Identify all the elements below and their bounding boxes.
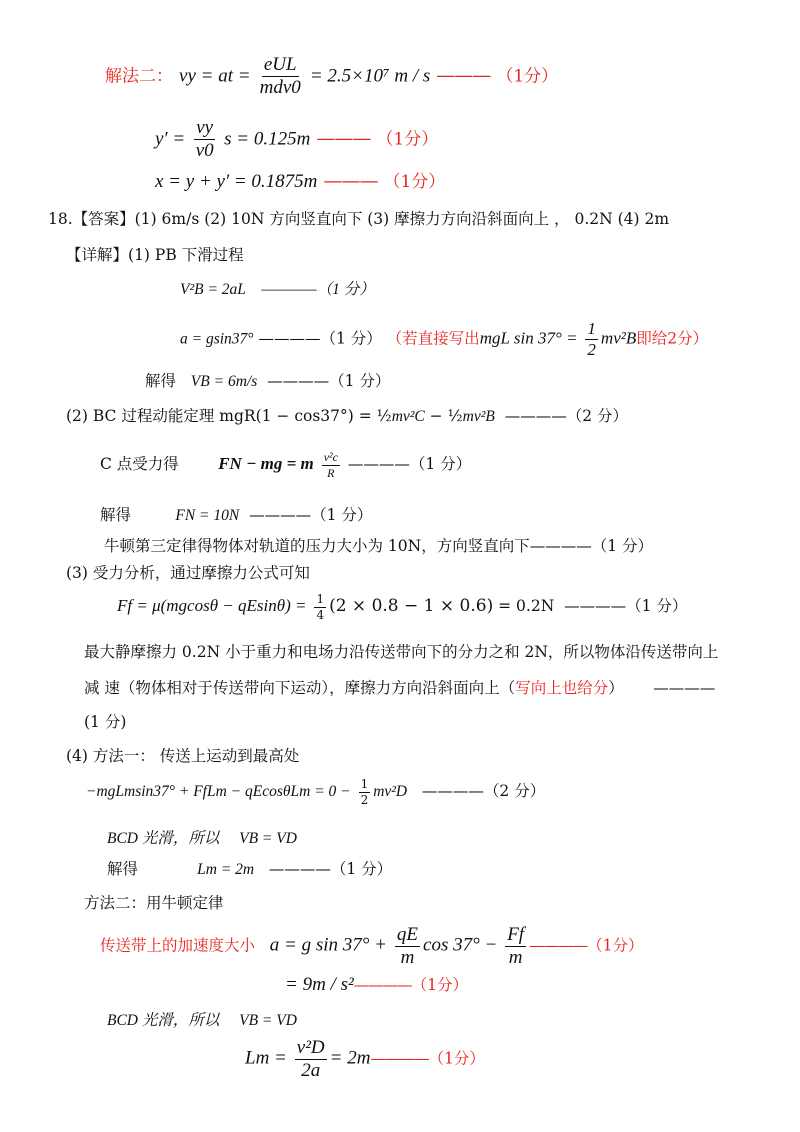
part4-lm: Lm = $\frac{\text{v²D}}{2a}$ = 2m————（1分） (245, 1037, 485, 1081)
part1-eq-a: V²B = 2aL ————（1 分） (180, 281, 375, 298)
part4-m2-title: 方法二：用牛顿定律 (84, 894, 224, 912)
eq1-rhs: = 2.5×10⁷ m / s (309, 65, 431, 87)
answer-line: 18.【答案】(1) 6m/s (2) 10N 方向竖直向下 (3) 摩擦力方向沿斜面向上 ， 0.2N (4) 2m (48, 210, 670, 228)
part4-solve: 解得 Lm = 2m ————（1 分） (107, 860, 393, 878)
part2-intro: (2) BC 过程动能定理 mgR(1 − cos37°) = ½mv²C − ½mv²B ————（2 分） (66, 407, 628, 425)
part2-force: C 点受力得 FN − mg = m $\frac{\text{v²c}}{R}$ ————（1 分） (100, 450, 472, 480)
part3-para3: (1 分) (84, 713, 127, 731)
part1-eq-b: a = gsin37° ————（1 分） （若直接写出mgL sin 37° = $\frac{1}{2}$ mv²B即给2分） (180, 319, 709, 359)
part3-para2: 减 速（物体相对于传送带向下运动），摩擦力方向沿斜面向上（写向上也给分） ———— (84, 679, 716, 697)
eq1-lhs: vy = at = (179, 65, 251, 87)
part1-solve: 解得 VB = 6m/s ————（1 分） (145, 372, 391, 390)
part2-solve: 解得 FN = 10N ————（1 分） (100, 506, 373, 524)
part4-smooth2: BCD 光滑，所以 VB = VD (107, 1012, 297, 1029)
method2-eq1: 解法二： vy = at = $\frac{\text{eUL}}{\text{mdv0}}$ = 2.5×10⁷ m / s ——— （1分） (105, 54, 559, 98)
part4-m1-eq: −mgLmsin37° + FfLm − qEcosθLm = 0 − $\frac{1}{2}$ mv²D ————（2 分） (86, 777, 546, 807)
part3-title: (3) 受力分析，通过摩擦力公式可知 (66, 564, 310, 582)
part2-newton: 牛顿第三定律得物体对轨道的压力大小为 10N，方向竖直向下————（1 分） (104, 537, 654, 555)
part4-acc: 传送带上的加速度大小 a = g sin 37° + $\frac{qE}{m}$ cos 37° − $\frac{Ff}{m}$ ————（1分） (100, 924, 644, 968)
part4-m1-title: (4) 方法一： 传送上运动到最高处 (66, 747, 300, 765)
part3-para1: 最大静摩擦力 0.2N 小于重力和电场力沿传送带向下的分力之和 2N，所以物体沿传送带向上 (84, 643, 719, 661)
method2-eq2: y′ = $\frac{vy}{v0}$ s = 0.125m ——— （1分） (155, 117, 439, 161)
part4-smooth: BCD 光滑，所以 VB = VD (107, 830, 297, 847)
method2-label: 解法二： (105, 66, 173, 87)
eq1-fraction: $\frac{\text{eUL}}{\text{mdv0}}$ (259, 54, 301, 98)
method2-eq3: x = y + y′ = 0.1875m ——— （1分） (155, 170, 446, 192)
part3-eq: Ff = μ(mgcosθ − qEsinθ) = $\frac{1}{4}$ (2 × 0.8 − 1 × 0.6) = 0.2N ————（1 分） (117, 592, 688, 622)
detail-header: 【详解】(1) PB 下滑过程 (66, 246, 244, 264)
part4-acc-result: = 9m / s²————（1分） (285, 974, 469, 995)
